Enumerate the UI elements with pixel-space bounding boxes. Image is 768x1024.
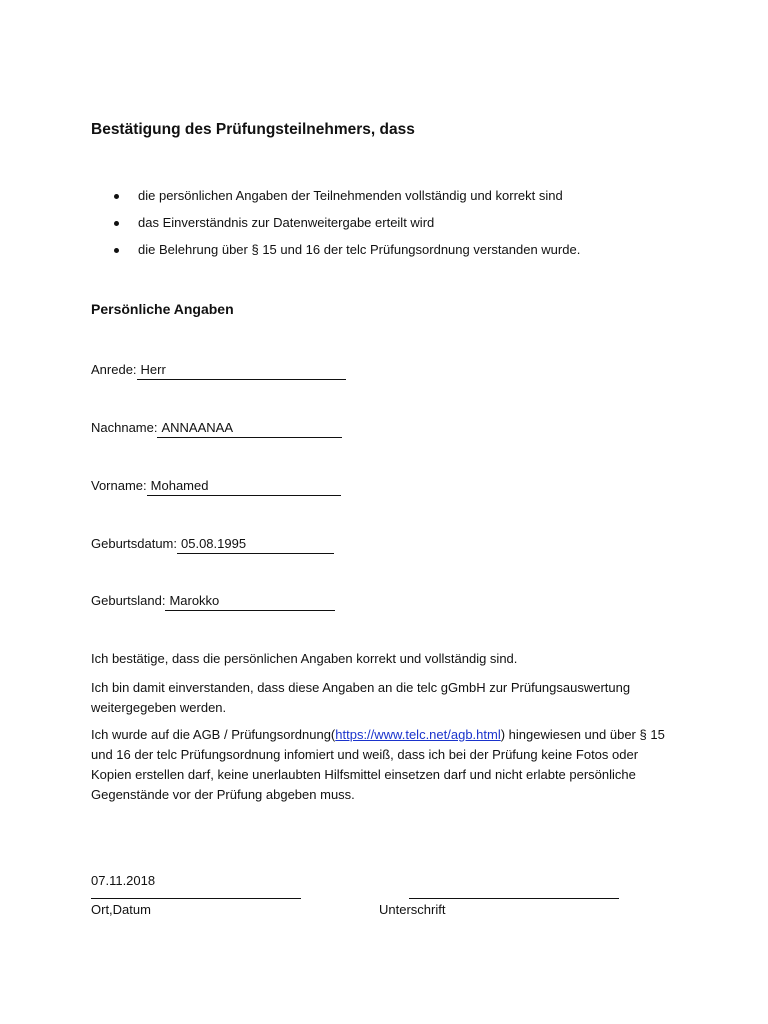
geburtsdatum-label: Geburtsdatum: (91, 536, 177, 551)
anrede-value[interactable]: Herr (137, 361, 346, 380)
instruction-text-start: Ich wurde auf die AGB / Prüfungsordnung( (91, 727, 336, 742)
agb-link[interactable]: https://www.telc.net/agb.html (335, 727, 501, 742)
geburtsland-label: Geburtsland: (91, 593, 166, 608)
list-item (91, 186, 580, 213)
anrede-label: Anrede: (91, 362, 137, 377)
place-date-label: Ort,Datum (91, 902, 151, 917)
bullet-icon (114, 221, 119, 226)
bullet-icon (114, 248, 119, 253)
date-value: 07.11.2018 (91, 873, 156, 888)
nachname-field (91, 418, 342, 438)
geburtsdatum-value[interactable]: 05.08.1995 (177, 535, 334, 554)
geburtsland-value[interactable]: Marokko (165, 592, 335, 611)
geburtsland-field (91, 591, 335, 611)
personal-info-heading: Persönliche Angaben (91, 301, 234, 317)
vorname-label: Vorname: (91, 478, 147, 493)
consent-paragraph: Ich bin damit einverstanden, dass diese Angaben an die telc gGmbH zur Prüfungsauswertung weitergegeben werden. (91, 680, 631, 715)
nachname-label: Nachname: (91, 420, 158, 435)
signature-label: Unterschrift (379, 902, 446, 917)
place-date-line (91, 898, 301, 899)
confirmation-paragraph: Ich bestätige, dass die persönlichen Angaben korrekt und vollständig sind. (91, 651, 518, 666)
signature-line (409, 898, 619, 899)
geburtsdatum-field (91, 534, 334, 554)
list-item (91, 240, 580, 267)
list-item-text: das Einverständnis zur Datenweitergabe erteilt wird (138, 215, 435, 230)
bullet-icon (114, 194, 119, 199)
list-item (91, 213, 580, 240)
anrede-field (91, 360, 346, 380)
vorname-field (91, 476, 341, 496)
confirmation-list (91, 186, 580, 267)
instruction-paragraph (91, 725, 681, 805)
instruction-text-end: ) hingewiesen und über § 15 und 16 der telc Prüfungsordnung infomiert und weiß, dass ich bei der Prüfung keine Fotos oder Kopien erstellen darf, keine unerlaubten Hilfsmittel einsetzen darf und nicht erlabte persönliche Gegenstände vor der Prüfung abgeben muss. (91, 727, 665, 802)
list-item-text: die persönlichen Angaben der Teilnehmenden vollständig und korrekt sind (138, 188, 563, 203)
list-item-text: die Belehrung über § 15 und 16 der telc Prüfungsordnung verstanden wurde. (138, 242, 581, 257)
vorname-value[interactable]: Mohamed (147, 477, 341, 496)
document-title: Bestätigung des Prüfungsteilnehmers, dass (91, 121, 415, 138)
nachname-value[interactable]: ANNAANAA (157, 419, 342, 438)
